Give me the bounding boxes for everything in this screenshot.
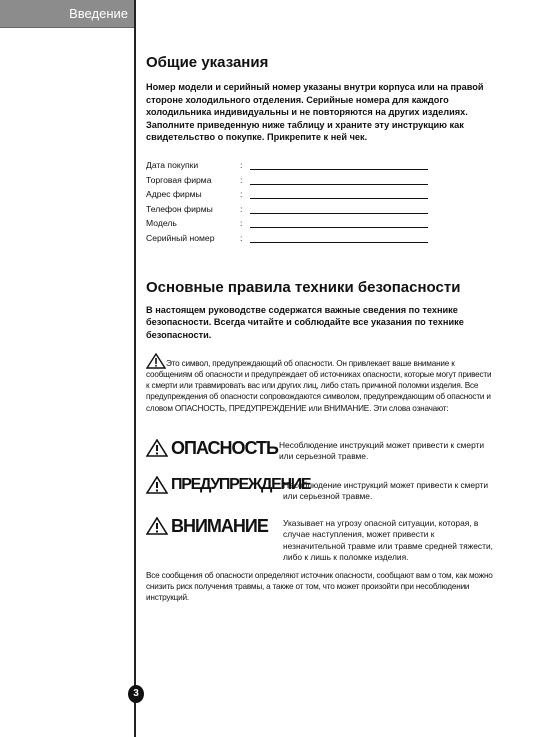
- form-label: Торговая фирма: [146, 174, 212, 185]
- form-colon: :: [240, 218, 243, 228]
- signal-word-caution-label: ВНИМАНИЕ: [171, 515, 268, 536]
- page-content: [146, 54, 496, 603]
- form-row: [146, 185, 496, 200]
- signal-word-warning-description: Несоблюдение инструкций может привести к смерти или серьезной травме.: [283, 479, 489, 502]
- symbol-paragraph-text: Это символ, предупреждающий об опасности. Он привлекает ваше внимание к сообщениям об опасности и предупреждает об источниках опасности, которые могут привести к смерти или травмировать вас или других лиц, либо стать причиной поломки изделия. Все предупреждения об опасности сопровождаются символом, предупреждающим об опасности и словом ОПАСНОСТЬ, ПРЕДУПРЕЖДЕНИЕ или ВНИМАНИЕ. Эти слова означают:: [146, 358, 492, 413]
- form-row: [146, 228, 496, 243]
- section-title: Введение: [69, 6, 128, 21]
- form-blank-line: [250, 174, 428, 185]
- form-blank-line: [250, 188, 428, 199]
- form-blank-line: [250, 203, 428, 214]
- safety-intro: В настоящем руководстве содержатся важные сведения по технике безопасности. Всегда читайте и соблюдайте все указания по технике безопасности.: [146, 304, 464, 340]
- general-intro: Номер модели и серийный номер указаны внутри корпуса или на правой стороне холодильного отделения. Серийные номера для каждого холодильника индивидуальны и не повторяются на других изделиях. Заполните приведенную ниже таблицу и храните эту инструкцию как свидетельство о покупке. Прикрепите к ней чек.: [146, 82, 484, 142]
- closing-paragraph: Все сообщения об опасности определяют источник опасности, сообщают вам о том, как можно снизить риск получения травмы, а также от том, что может произойти при несоблюдении инструкций.: [146, 570, 493, 603]
- form-label: Телефон фирмы: [146, 203, 213, 214]
- page-number: 3: [128, 685, 144, 703]
- form-row: [146, 156, 496, 171]
- form-row: [146, 199, 496, 214]
- signal-word-list: [146, 434, 496, 566]
- form-colon: :: [240, 174, 243, 185]
- form-row: [146, 214, 496, 229]
- form-colon: :: [240, 160, 243, 170]
- signal-word-caution-description: Указывает на угрозу опасной ситуации, которая, в случае наступления, может привести к незначительной травме или травме средней тяжести, либо к лишь к поломке изделия.: [283, 517, 493, 563]
- warning-triangle-icon: [146, 476, 168, 494]
- warning-triangle-icon: [146, 353, 166, 369]
- signal-word-danger: [146, 438, 278, 459]
- symbol-paragraph: [146, 353, 496, 414]
- form-colon: :: [240, 203, 243, 214]
- form-blank-line: [250, 159, 428, 170]
- form-colon: :: [240, 189, 243, 199]
- signal-word-danger-label: ОПАСНОСТЬ: [171, 437, 278, 458]
- form-blank-line: [250, 232, 428, 243]
- form-colon: :: [240, 232, 243, 243]
- purchase-form: [146, 156, 496, 243]
- signal-word-warning-label: ПРЕДУПРЕЖДЕНИЕ: [171, 475, 311, 493]
- form-label: Модель: [146, 218, 177, 228]
- vertical-divider: [134, 0, 136, 737]
- general-heading: Общие указания: [146, 54, 269, 71]
- form-label: Дата покупки: [146, 160, 199, 170]
- signal-word-caution: [146, 516, 268, 537]
- warning-triangle-icon: [146, 439, 168, 457]
- warning-triangle-icon: [146, 517, 168, 535]
- form-label: Серийный номер: [146, 232, 215, 243]
- form-blank-line: [250, 217, 428, 228]
- safety-heading: Основные правила техники безопасности: [146, 278, 461, 296]
- signal-word-danger-description: Несоблюдение инструкций может привести к смерти или серьезной травме.: [279, 439, 485, 462]
- form-row: [146, 170, 496, 185]
- section-header-bar: [0, 0, 134, 28]
- form-label: Адрес фирмы: [146, 189, 202, 199]
